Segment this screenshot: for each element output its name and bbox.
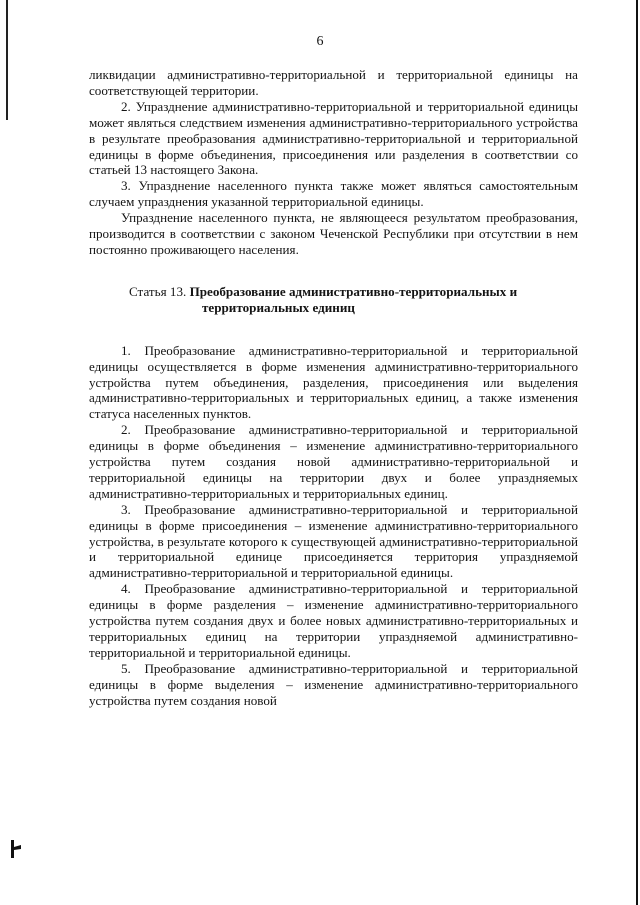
paragraph-item-2: 2. Упразднение административно-территориальной и территориальной единицы может являться следствием изменения административно-территориального устройства в результате преобразования административно-территориальной и территориальной единицы в форме объединения, присоединения или разделения в соответствии со статьей 13 настоящего Закона. (89, 98, 578, 178)
scan-right-edge-line (636, 0, 638, 905)
article-paragraph-2: 2. Преобразование административно-территориальной и территориальной единицы в форме объединения – изменение административно-территориального устройства путем создания новой административно-территориальной и территориальной единицы на территории двух и более упраздняемых административно-территориальных и территориальных единиц. (89, 422, 578, 501)
scan-left-edge-mark (6, 0, 8, 120)
paragraph-item-3: 3. Упразднение населенного пункта также может являться самостоятельным случаем упразднения указанной территориальной единицы. (89, 178, 578, 210)
article-paragraph-5: 5. Преобразование административно-территориальной и территориальной единицы в форме выделения – изменение административно-территориального устройства путем создания новой (89, 660, 578, 708)
scan-corner-mark (9, 838, 23, 860)
paragraph-continuation: ликвидации административно-территориальной и территориальной единицы на соответствующей территории. (89, 67, 578, 98)
page-number: 6 (316, 34, 324, 49)
article-label: Статья 13. (129, 283, 187, 299)
article-title-line1: Преобразование административно-территориальных и (189, 283, 518, 299)
article-title-line2: территориальных единиц (202, 299, 355, 315)
article-paragraph-1: 1. Преобразование административно-территориальной и территориальной единицы осуществляется в форме изменения административно-территориального устройства путем объединения, разделения, присоединения или выделения административно-территориальных и территориальных единиц, а также изменения статуса населенных пунктов. (89, 342, 578, 422)
article-paragraph-3: 3. Преобразование административно-территориальной и территориальной единицы в форме присоединения – изменение административно-территориального устройства, в результате которого к существующей административно-территориальной и территориальной единице присоединяется территория упраздняемой административно-территориальной и территориальной единицы. (89, 501, 578, 581)
document-body (89, 67, 578, 709)
article-paragraph-4: 4. Преобразование административно-территориальной и территориальной единицы в форме разделения – изменение административно-территориального устройства путем создания двух и более новых административно-территориальных и территориальных единиц на территории упраздняемой административно-территориальной и территориальной единицы. (89, 581, 578, 660)
paragraph-settlement-abolition: Упразднение населенного пункта, не являющееся результатом преобразования, производится в соответствии с законом Чеченской Республики при отсутствии в нем постоянно проживающего населения. (89, 210, 578, 257)
article-heading (89, 284, 578, 316)
